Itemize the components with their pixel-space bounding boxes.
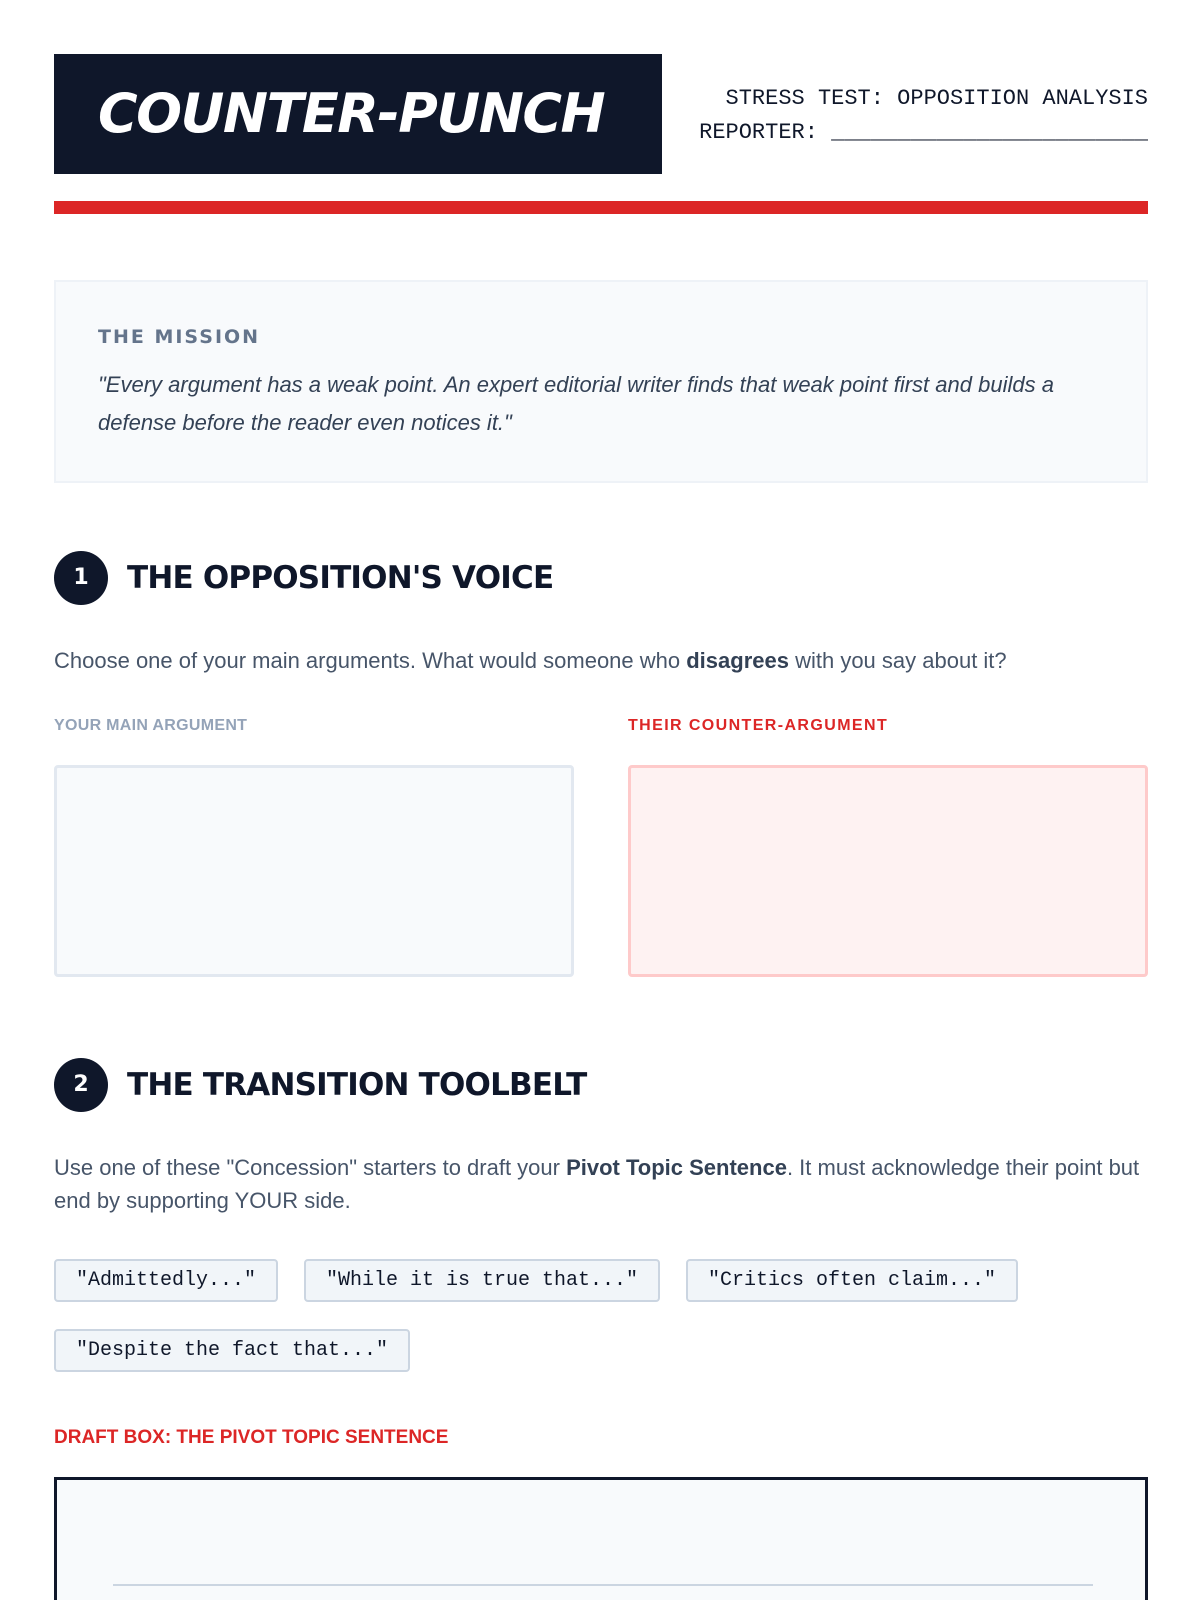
counter-argument-label: THEIR COUNTER-ARGUMENT [628, 717, 889, 734]
draft-box-label: DRAFT BOX: THE PIVOT TOPIC SENTENCE [54, 1427, 449, 1448]
section-1-number: 1 [54, 551, 108, 605]
counter-argument-box[interactable] [628, 765, 1148, 977]
logo-banner [54, 54, 662, 174]
writing-line [113, 1584, 1093, 1586]
section-1-instruction [54, 644, 1148, 677]
section-1-title: THE OPPOSITION'S VOICE [127, 560, 554, 596]
section-2-number: 2 [54, 1058, 108, 1112]
starter-chip[interactable]: "While it is true that..." [304, 1259, 660, 1302]
instruction-emphasis: disagrees [686, 648, 789, 673]
worksheet-subtitle: STRESS TEST: OPPOSITION ANALYSIS [725, 86, 1148, 111]
starter-chip[interactable]: "Critics often claim..." [686, 1259, 1018, 1302]
instruction-text: . It must acknowledge their point but end by supporting YOUR side. [54, 1155, 1140, 1213]
draft-box[interactable] [54, 1477, 1148, 1600]
header-meta [699, 82, 1148, 150]
mission-title: THE MISSION [98, 326, 261, 348]
starter-chip[interactable]: "Admittedly..." [54, 1259, 278, 1302]
mission-quote: "Every argument has a weak point. An expert editorial writer finds that weak point first and builds a defense before the reader even notices it." [98, 372, 1054, 435]
logo-title: COUNTER-PUNCH [98, 82, 605, 145]
worksheet-header [54, 54, 1148, 174]
your-argument-label: YOUR MAIN ARGUMENT [54, 717, 248, 734]
section-2-title: THE TRANSITION TOOLBELT [127, 1067, 587, 1103]
mission-panel [54, 280, 1148, 483]
red-divider [54, 201, 1148, 214]
starter-chip[interactable]: "Despite the fact that..." [54, 1329, 410, 1372]
instruction-text: Choose one of your main arguments. What would someone who [54, 648, 687, 673]
section-2-instruction [54, 1151, 1148, 1217]
instruction-text: Use one of these "Concession" starters to draft your [54, 1155, 567, 1180]
your-argument-box[interactable] [54, 765, 574, 977]
instruction-emphasis: Pivot Topic Sentence [566, 1155, 787, 1180]
reporter-line: REPORTER: ________________________ [699, 120, 1148, 145]
instruction-text: with you say about it? [788, 648, 1007, 673]
